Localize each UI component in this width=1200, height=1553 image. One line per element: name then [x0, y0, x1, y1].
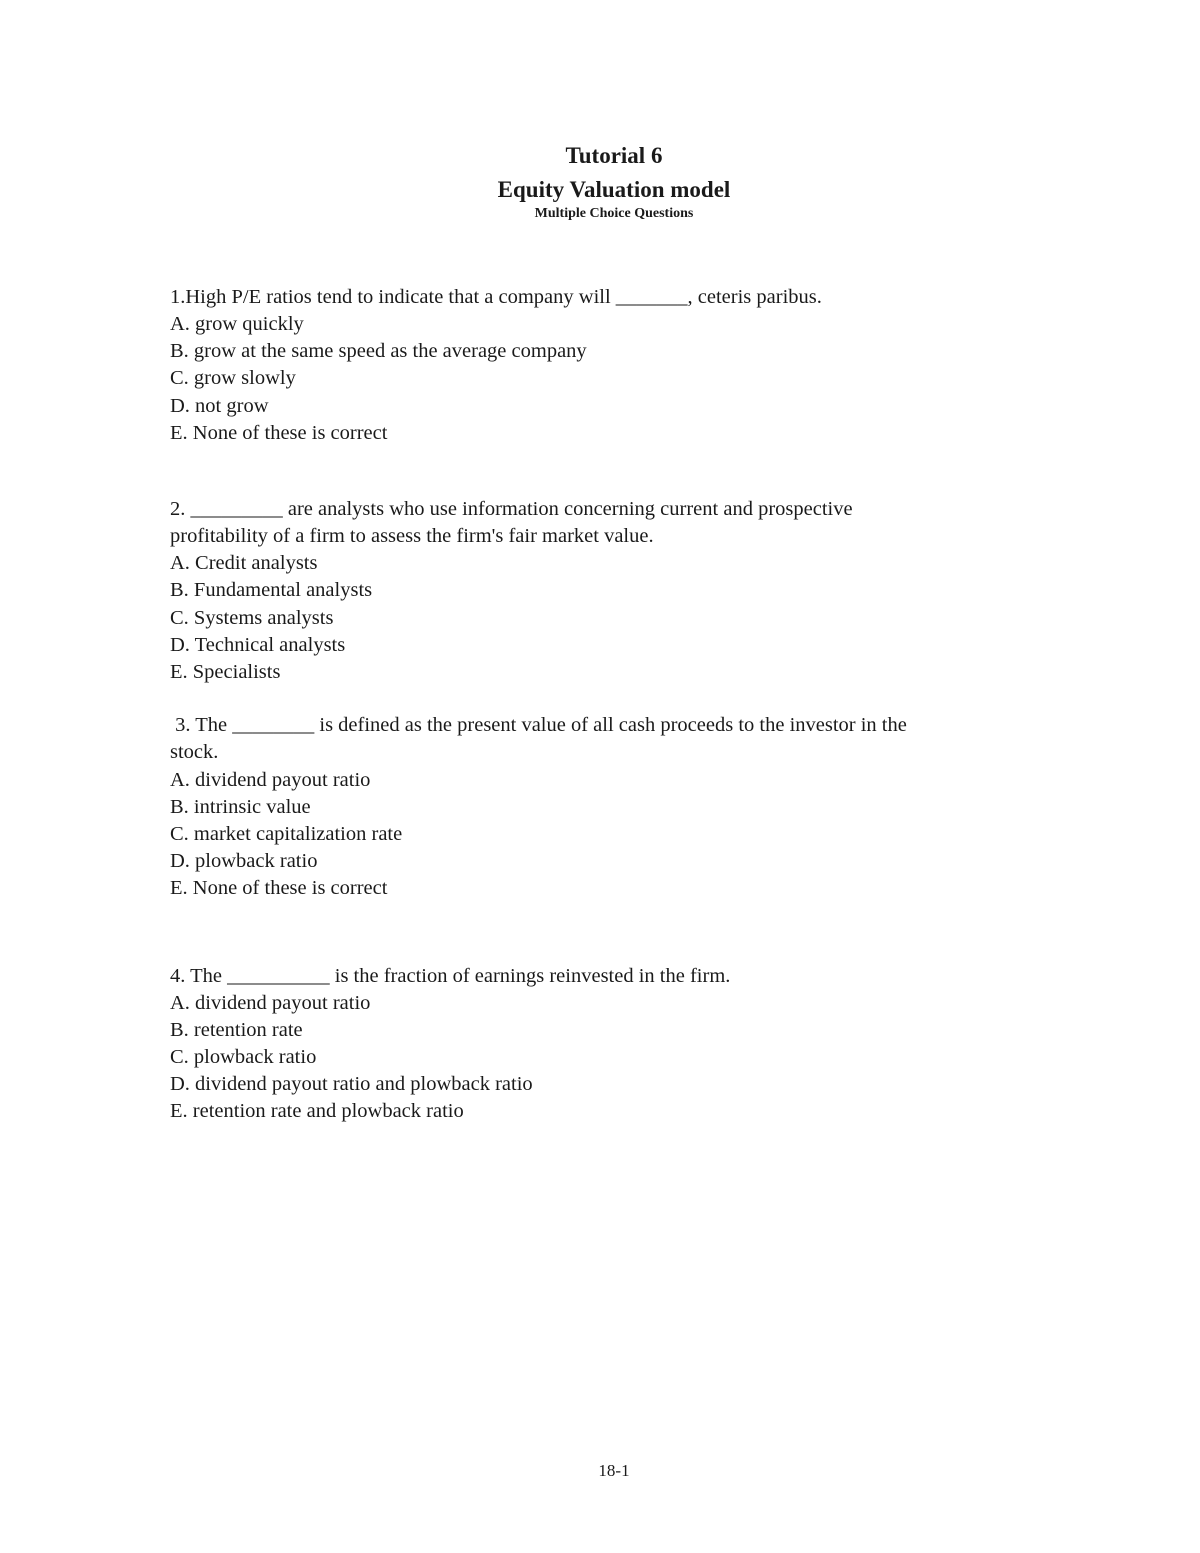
answer-option: E. None of these is correct [170, 877, 388, 899]
answer-option: A. dividend payout ratio [170, 992, 371, 1014]
answer-option: C. plowback ratio [170, 1046, 317, 1068]
page-title: Tutorial 6 [565, 143, 663, 168]
answer-option: E. None of these is correct [170, 422, 388, 444]
answer-option: E. Specialists [170, 661, 281, 683]
question-stem: 3. The ________ is defined as the present value of all cash proceeds to the investor in the [170, 714, 907, 736]
question-stem: stock. [170, 741, 219, 763]
answer-option: A. dividend payout ratio [170, 769, 371, 791]
page-subtitle: Equity Valuation model [497, 177, 731, 202]
answer-option: D. dividend payout ratio and plowback ratio [170, 1073, 533, 1095]
page-number: 18-1 [598, 1461, 630, 1480]
question-stem: 2. _________ are analysts who use information concerning current and prospective [170, 498, 853, 520]
answer-option: D. Technical analysts [170, 634, 346, 656]
answer-option: E. retention rate and plowback ratio [170, 1100, 464, 1122]
section-heading: Multiple Choice Questions [534, 206, 694, 221]
answer-option: B. Fundamental analysts [170, 579, 373, 601]
question-stem: profitability of a firm to assess the firm's fair market value. [170, 525, 654, 547]
answer-option: B. intrinsic value [170, 796, 311, 818]
answer-option: B. retention rate [170, 1019, 303, 1041]
answer-option: C. market capitalization rate [170, 823, 403, 845]
answer-option: B. grow at the same speed as the average company [170, 340, 587, 362]
answer-option: C. grow slowly [170, 367, 296, 389]
answer-option: A. Credit analysts [170, 552, 318, 574]
question-stem: 1.High P/E ratios tend to indicate that a company will _______, ceteris paribus. [170, 286, 822, 308]
answer-option: D. not grow [170, 395, 269, 417]
question-stem: 4. The __________ is the fraction of earnings reinvested in the firm. [170, 965, 731, 987]
answer-option: D. plowback ratio [170, 850, 318, 872]
answer-option: A. grow quickly [170, 313, 304, 335]
answer-option: C. Systems analysts [170, 607, 334, 629]
